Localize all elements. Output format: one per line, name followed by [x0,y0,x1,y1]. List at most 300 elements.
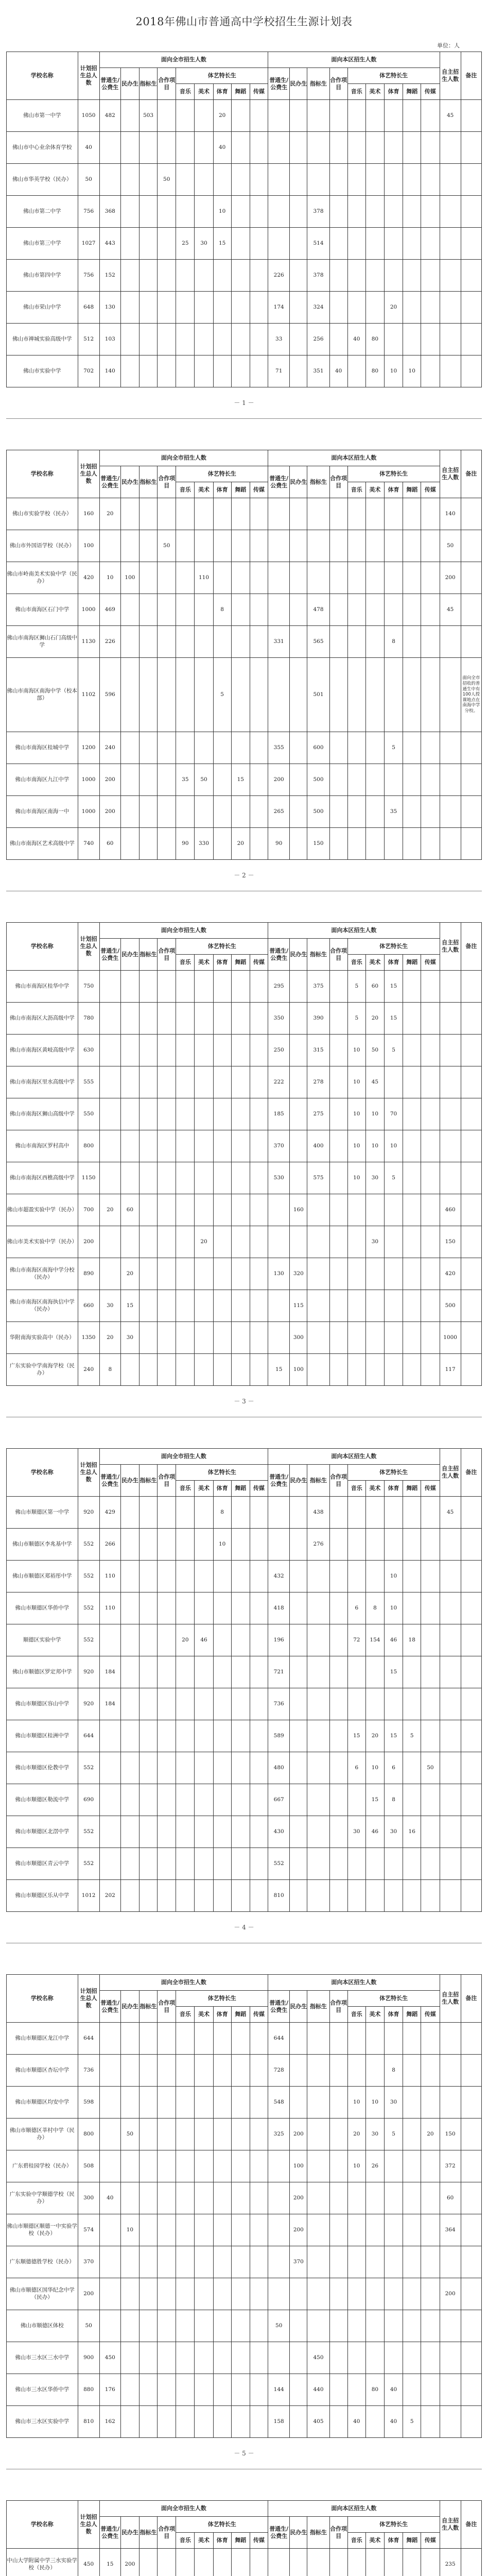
cell-c_art [195,1561,213,1592]
cell-d_sport [385,658,403,732]
cell-d_dance [403,1322,421,1354]
cell-d_regular [268,498,290,530]
cell-c_quota [140,1688,158,1720]
cell-d_art: 30 [365,1226,384,1258]
cell-d_quota [307,2087,329,2119]
cell-d_music [347,292,365,324]
cell-c_art [195,260,213,292]
cell-d_regular [268,2278,290,2310]
cell-d_art: 30 [365,1162,384,1194]
cell-school: 佛山市顺德区龙江中学 [7,2023,78,2055]
cell-c_private: 30 [120,1322,139,1354]
header-city-dance: 舞蹈 [231,482,250,498]
cell-self [440,1035,461,1066]
cell-c_coop: 50 [158,530,176,562]
cell-total: 100 [78,530,99,562]
cell-d_private [290,1592,307,1624]
header-district-music: 音乐 [347,1481,365,1497]
header-district-coop: 合作项目 [329,68,347,100]
cell-c_media [250,828,268,860]
cell-c_regular [99,2023,120,2055]
cell-c_private [120,530,139,562]
cell-note [461,1258,481,1290]
cell-c_coop: 50 [158,164,176,196]
cell-c_regular: 10 [99,562,120,594]
table-row [7,562,482,594]
cell-school: 佛山市荣山中学 [7,292,78,324]
cell-d_private: 200 [290,2182,307,2214]
cell-total: 1130 [78,626,99,658]
cell-c_media [250,2374,268,2406]
cell-d_regular: 552 [268,1848,290,1880]
cell-c_regular [99,2087,120,2119]
cell-d_sport [385,1226,403,1258]
cell-self [440,324,461,355]
cell-c_regular: 200 [99,796,120,828]
cell-c_dance [231,594,250,626]
cell-d_media [421,355,440,387]
cell-d_media [421,324,440,355]
cell-c_media [250,1656,268,1688]
cell-d_private [290,658,307,732]
cell-c_sport [213,1322,231,1354]
cell-d_media [421,2342,440,2374]
cell-d_media: 50 [421,1752,440,1784]
cell-d_quota: 438 [307,1497,329,1529]
cell-note [461,1848,481,1880]
cell-c_coop [158,1880,176,1912]
cell-d_art: 80 [365,355,384,387]
cell-d_media [421,1354,440,1386]
cell-c_regular [99,2119,120,2150]
cell-c_sport [213,2055,231,2087]
cell-c_music [176,2406,195,2438]
cell-c_sport [213,1194,231,1226]
cell-c_sport [213,2150,231,2182]
cell-school: 佛山市华英学校（民办） [7,164,78,196]
cell-d_quota [307,1592,329,1624]
cell-self [440,1130,461,1162]
cell-c_private [120,796,139,828]
cell-c_media [250,1624,268,1656]
cell-d_quota: 375 [307,971,329,1003]
cell-school: 佛山市顺德区桂洲中学 [7,1720,78,1752]
cell-c_dance [231,1624,250,1656]
cell-d_dance [403,530,421,562]
cell-self: 140 [440,498,461,530]
cell-c_regular: 443 [99,228,120,260]
cell-d_music: 40 [347,2406,365,2438]
cell-c_music [176,658,195,732]
cell-c_art [195,2119,213,2150]
cell-d_dance [403,132,421,164]
cell-c_coop [158,2342,176,2374]
header-city-sports: 体育 [213,482,231,498]
cell-d_music: 20 [347,2119,365,2150]
cell-d_media [421,2406,440,2438]
cell-school: 佛山市南海区桂华中学 [7,971,78,1003]
cell-school: 佛山市南海区狮山高级中学 [7,1098,78,1130]
cell-c_media [250,1035,268,1066]
cell-d_art [365,1322,384,1354]
cell-c_music [176,2119,195,2150]
cell-note [461,594,481,626]
cell-c_private: 10 [120,2214,139,2246]
cell-school: 中山大学附属中学三水实验学校（民办） [7,2549,78,2576]
header-city-arts: 体艺特长生 [176,1991,268,2007]
cell-d_regular [268,1497,290,1529]
cell-c_quota [140,292,158,324]
cell-c_art [195,1290,213,1322]
cell-d_music: 10 [347,1066,365,1098]
table-row [7,1003,482,1035]
table-row [7,1162,482,1194]
cell-c_regular [99,971,120,1003]
cell-d_media [421,1848,440,1880]
header-district-music: 音乐 [347,955,365,971]
cell-d_art [365,2246,384,2278]
cell-note [461,1784,481,1816]
cell-c_coop [158,324,176,355]
cell-total: 900 [78,2342,99,2374]
cell-d_coop [329,2119,347,2150]
cell-c_coop [158,2055,176,2087]
header-city-dance: 舞蹈 [231,2007,250,2023]
cell-c_quota [140,2406,158,2438]
cell-self [440,1752,461,1784]
cell-c_coop [158,1226,176,1258]
cell-c_art [195,1003,213,1035]
cell-d_coop: 40 [329,355,347,387]
header-city-media: 传媒 [250,2533,268,2549]
cell-c_private: 20 [120,1258,139,1290]
cell-c_regular: 162 [99,2406,120,2438]
cell-c_art [195,164,213,196]
cell-d_sport [385,1322,403,1354]
cell-d_quota [307,1290,329,1322]
cell-d_regular [268,1290,290,1322]
cell-c_quota [140,196,158,228]
cell-d_regular: 432 [268,1561,290,1592]
cell-note [461,324,481,355]
cell-d_quota [307,2119,329,2150]
cell-school: 佛山市顺德区国华纪念中学（民办） [7,2278,78,2310]
cell-d_music [347,196,365,228]
cell-c_quota [140,1226,158,1258]
cell-c_private [120,1130,139,1162]
cell-d_media [421,164,440,196]
cell-d_quota [307,1624,329,1656]
cell-d_coop [329,1656,347,1688]
header-district-dance: 舞蹈 [403,482,421,498]
cell-c_sport [213,1656,231,1688]
cell-d_dance [403,1354,421,1386]
cell-c_quota [140,562,158,594]
cell-school: 佛山市南海区里水高级中学 [7,1066,78,1098]
cell-c_coop [158,2087,176,2119]
cell-d_coop [329,2055,347,2087]
cell-d_private [290,796,307,828]
cell-c_private [120,658,139,732]
cell-c_art [195,2549,213,2576]
table-row [7,2278,482,2310]
cell-c_art [195,1816,213,1848]
cell-d_private [290,2374,307,2406]
cell-d_private [290,498,307,530]
cell-self: 200 [440,2278,461,2310]
cell-self: 200 [440,562,461,594]
table-row [7,2374,482,2406]
cell-c_quota [140,1656,158,1688]
cell-note [461,2119,481,2150]
cell-self [440,196,461,228]
cell-school: 华附南海实验高中（民办） [7,1322,78,1354]
header-city-regular: 普通生/公费生 [99,2517,120,2549]
table-row [7,196,482,228]
cell-d_music [347,355,365,387]
cell-d_regular [268,594,290,626]
cell-c_regular [99,1624,120,1656]
cell-total: 1102 [78,658,99,732]
cell-c_music [176,1592,195,1624]
cell-c_art [195,1035,213,1066]
cell-c_regular [99,132,120,164]
cell-d_sport: 15 [385,1003,403,1035]
cell-total: 200 [78,1226,99,1258]
cell-d_media [421,228,440,260]
cell-c_private [120,1816,139,1848]
cell-d_regular: 71 [268,355,290,387]
cell-d_art [365,498,384,530]
cell-d_private: 100 [290,2150,307,2182]
cell-d_sport [385,324,403,355]
header-city-sports: 体育 [213,955,231,971]
cell-c_music: 25 [176,228,195,260]
cell-c_sport [213,164,231,196]
cell-total: 550 [78,1098,99,1130]
cell-d_music: 10 [347,1130,365,1162]
cell-d_regular: 644 [268,2023,290,2055]
cell-c_private [120,196,139,228]
cell-c_regular [99,1066,120,1098]
cell-d_sport [385,764,403,796]
cell-c_private [120,971,139,1003]
header-note: 备注 [461,450,481,498]
cell-self [440,732,461,764]
cell-d_quota [307,2278,329,2310]
cell-c_dance [231,1561,250,1592]
cell-d_regular [268,100,290,132]
cell-c_private [120,2406,139,2438]
header-city-group: 面向全市招生人数 [99,1449,268,1465]
cell-c_dance [231,2549,250,2576]
cell-c_music [176,732,195,764]
cell-c_art [195,2087,213,2119]
header-city-group: 面向全市招生人数 [99,52,268,68]
cell-c_coop [158,1035,176,1066]
cell-d_sport [385,1529,403,1561]
cell-d_regular: 325 [268,2119,290,2150]
header-district-quota: 指标生 [307,1465,329,1497]
cell-self [440,2374,461,2406]
cell-c_private [120,1497,139,1529]
cell-d_music [347,2374,365,2406]
cell-d_dance: 10 [403,355,421,387]
cell-c_quota [140,828,158,860]
cell-c_music [176,2087,195,2119]
cell-d_media [421,2310,440,2342]
cell-self [440,1162,461,1194]
header-city-regular: 普通生/公费生 [99,68,120,100]
cell-c_quota [140,594,158,626]
table-row [7,2246,482,2278]
header-self: 自主招生人数 [440,2501,461,2549]
cell-note [461,2150,481,2182]
cell-c_media [250,2087,268,2119]
cell-c_private [120,132,139,164]
header-district-dance: 舞蹈 [403,2007,421,2023]
cell-d_dance [403,2023,421,2055]
table-body [7,971,482,1386]
cell-self: 235 [440,2549,461,2576]
cell-d_quota [307,2549,329,2576]
cell-d_quota [307,1816,329,1848]
cell-school: 佛山市三水区华侨中学 [7,2374,78,2406]
cell-d_art [365,796,384,828]
cell-d_sport [385,100,403,132]
cell-c_art [195,658,213,732]
cell-d_quota: 278 [307,1066,329,1098]
cell-school: 佛山市南海区南海中学（校本部） [7,658,78,732]
cell-school: 广东碧桂园学校（民办） [7,2150,78,2182]
cell-d_art [365,764,384,796]
table-row [7,164,482,196]
cell-c_sport [213,1354,231,1386]
cell-d_music: 10 [347,1162,365,1194]
cell-d_private [290,1003,307,1035]
cell-d_coop [329,1816,347,1848]
cell-d_coop [329,1688,347,1720]
cell-d_coop [329,1497,347,1529]
cell-c_sport [213,1561,231,1592]
cell-d_dance [403,2278,421,2310]
cell-c_regular: 8 [99,1354,120,1386]
header-city-dance: 舞蹈 [231,955,250,971]
cell-c_regular [99,1752,120,1784]
header-self: 自主招生人数 [440,450,461,498]
cell-c_media [250,1322,268,1354]
cell-c_regular: 450 [99,2342,120,2374]
cell-c_regular [99,1848,120,1880]
cell-c_regular [99,2246,120,2278]
cell-c_music [176,2214,195,2246]
cell-c_music [176,1258,195,1290]
cell-c_media [250,626,268,658]
cell-total: 240 [78,1354,99,1386]
cell-c_media [250,562,268,594]
cell-d_coop [329,2150,347,2182]
cell-d_private [290,1529,307,1561]
cell-c_dance [231,196,250,228]
cell-c_regular [99,1003,120,1035]
table-row [7,324,482,355]
cell-c_quota [140,1035,158,1066]
table-row [7,764,482,796]
cell-self [440,626,461,658]
table-header [7,52,482,100]
cell-d_sport [385,1688,403,1720]
cell-c_regular: 176 [99,2374,120,2406]
cell-d_private [290,1880,307,1912]
cell-d_quota [307,1194,329,1226]
cell-c_coop [158,2023,176,2055]
cell-d_dance [403,2246,421,2278]
cell-d_private: 200 [290,2214,307,2246]
cell-d_coop [329,2087,347,2119]
cell-c_dance: 20 [231,828,250,860]
cell-d_quota: 500 [307,764,329,796]
cell-c_art: 30 [195,228,213,260]
cell-self [440,1720,461,1752]
cell-c_regular [99,1258,120,1290]
cell-d_private [290,164,307,196]
table-header [7,450,482,498]
header-district-arts: 体艺特长生 [347,2517,440,2533]
cell-d_media [421,1290,440,1322]
cell-d_dance [403,796,421,828]
cell-self [440,1066,461,1098]
cell-school: 佛山市顺德区容山中学 [7,1688,78,1720]
cell-d_coop [329,2023,347,2055]
cell-total: 508 [78,2150,99,2182]
cell-d_quota [307,1656,329,1688]
header-district-group: 面向本区招生人数 [268,52,440,68]
cell-c_art [195,355,213,387]
cell-c_music [176,292,195,324]
cell-c_coop [158,1720,176,1752]
cell-c_dance [231,732,250,764]
cell-d_dance [403,1592,421,1624]
cell-d_music [347,1322,365,1354]
cell-c_private [120,2055,139,2087]
table-row [7,1784,482,1816]
cell-c_quota [140,1130,158,1162]
cell-c_quota [140,2310,158,2342]
cell-self [440,1592,461,1624]
cell-d_quota [307,132,329,164]
header-district-coop: 合作项目 [329,1465,347,1497]
cell-d_dance [403,1098,421,1130]
cell-self [440,228,461,260]
cell-d_media [421,1035,440,1066]
cell-d_sport: 6 [385,1752,403,1784]
cell-d_dance [403,260,421,292]
cell-d_regular [268,658,290,732]
cell-c_media [250,1066,268,1098]
cell-d_dance [403,2374,421,2406]
cell-c_sport [213,796,231,828]
cell-d_dance: 18 [403,1624,421,1656]
cell-d_dance [403,1130,421,1162]
cell-c_coop [158,1848,176,1880]
cell-c_regular [99,2310,120,2342]
cell-c_coop [158,2214,176,2246]
cell-d_coop [329,1035,347,1066]
cell-c_private [120,626,139,658]
cell-d_private [290,971,307,1003]
header-city-music: 音乐 [176,84,195,100]
cell-d_dance [403,2182,421,2214]
